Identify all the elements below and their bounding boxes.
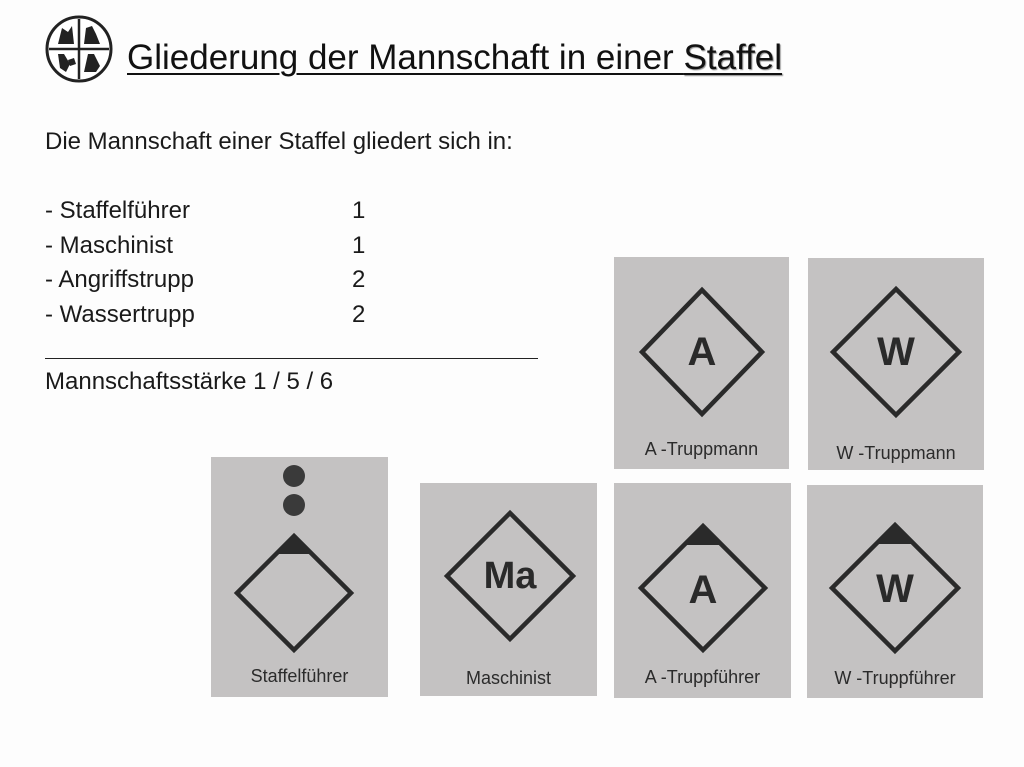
sum-divider [45, 358, 538, 359]
triangle-cap-icon [276, 536, 312, 554]
title-emphasis-text: Staffel [683, 38, 783, 77]
fire-brigade-emblem-icon [44, 14, 114, 84]
role-list [45, 194, 366, 332]
triangle-cap-icon [684, 526, 722, 545]
role-label: - Angriffstrupp [45, 266, 194, 293]
symbol-caption: W -Truppführer [834, 668, 956, 688]
role-item-wassertrupp [45, 298, 366, 333]
symbol-letter: A [687, 330, 717, 374]
symbol-letter: Ma [483, 555, 537, 597]
tactical-diamond-icon [420, 483, 597, 696]
tactical-diamond-icon [808, 258, 984, 470]
symbol-card-w-truppfuehrer [807, 485, 983, 698]
symbol-caption: A -Truppführer [644, 667, 761, 687]
symbol-card-w-truppmann [808, 258, 984, 470]
symbol-letter: A [688, 568, 718, 612]
role-label: - Wassertrupp [45, 300, 195, 328]
role-label: - Staffelführer [45, 197, 190, 224]
triangle-cap-icon [876, 525, 914, 544]
role-item-angriffstrupp [45, 263, 366, 298]
symbol-letter: W [876, 567, 914, 611]
symbol-caption: Maschinist [465, 668, 552, 688]
symbol-caption: A -Truppmann [644, 439, 759, 459]
role-label: - Maschinist [45, 231, 174, 259]
rank-dot-icon [283, 465, 305, 487]
role-item-maschinist [45, 229, 366, 264]
role-count: 1 [352, 231, 366, 259]
symbol-card-maschinist [420, 483, 597, 696]
symbol-card-a-truppfuehrer [614, 483, 791, 698]
role-count: 2 [352, 266, 366, 293]
crew-strength-total: Mannschaftsstärke 1 / 5 / 6 [45, 368, 334, 395]
role-count: 1 [352, 197, 366, 224]
symbol-caption: W -Truppmann [836, 443, 956, 463]
symbol-caption: Staffelführer [250, 666, 349, 686]
role-item-staffelfuehrer [45, 194, 366, 229]
page-title [127, 38, 782, 78]
role-count: 2 [352, 300, 366, 328]
intro-text: Die Mannschaft einer Staffel gliedert sich in: [45, 128, 513, 155]
symbol-card-a-truppmann [614, 257, 789, 469]
rank-dot-icon [283, 494, 305, 516]
symbol-letter: W [877, 330, 915, 374]
title-main-text: Gliederung der Mannschaft in einer [127, 38, 684, 77]
symbol-card-staffelfuehrer [211, 457, 388, 697]
